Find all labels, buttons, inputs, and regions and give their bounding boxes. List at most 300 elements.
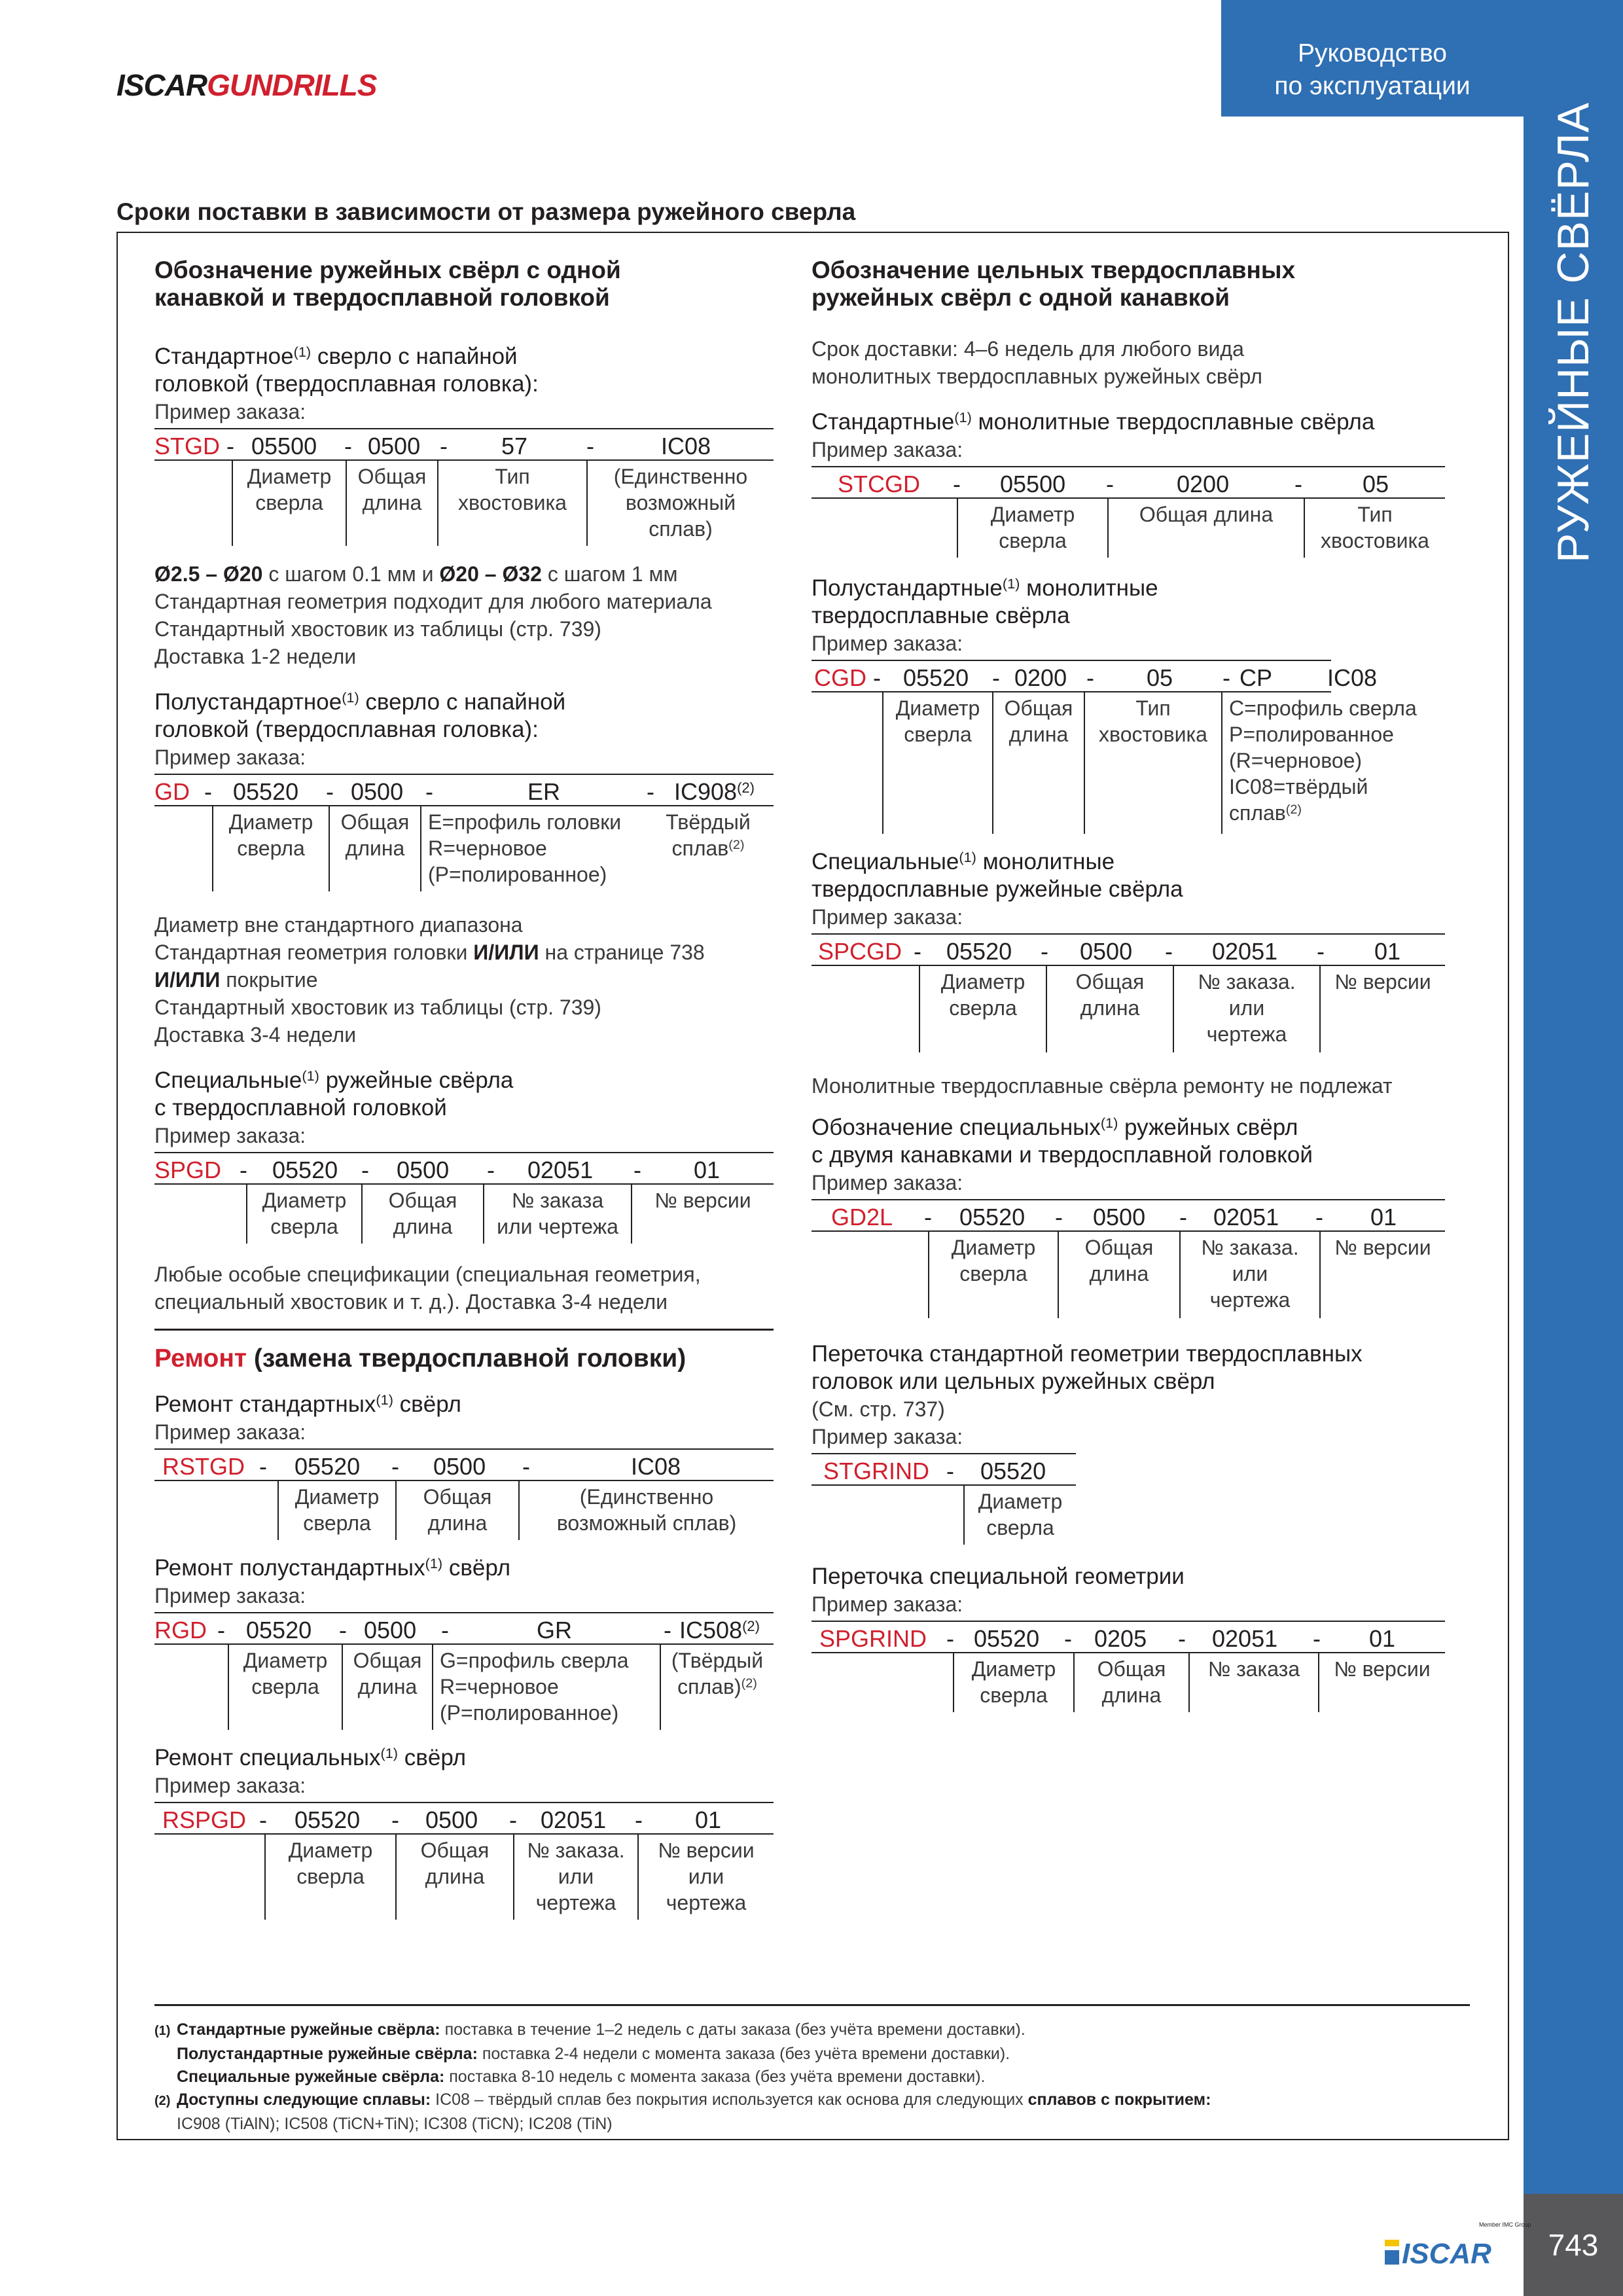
footnote-bold: Полустандартные ружейные свёрла:: [177, 2045, 478, 2063]
repair-std-title: [154, 1391, 774, 1418]
code-prefix: GD: [154, 778, 190, 805]
code-version: 01: [695, 1806, 722, 1833]
code-dash: -: [441, 1617, 449, 1643]
legend-text: Диаметр: [262, 1189, 347, 1212]
note-line: специальный хвостовик и т. д.). Доставка 3-4 недели: [154, 1290, 668, 1314]
legend-text: Общая: [1139, 503, 1208, 526]
legend-diameter: [963, 1486, 1076, 1545]
range-text: Ø2.5 – Ø20: [154, 562, 263, 586]
code-prefix: STCGD: [838, 471, 920, 497]
code-dash: -: [509, 1806, 517, 1833]
footnote-ref: (2): [737, 780, 755, 796]
legend-version: [1319, 1232, 1445, 1318]
legend-text: длина: [1089, 1262, 1149, 1285]
legend-length: [329, 806, 420, 891]
std-title-text: Стандартное: [154, 344, 294, 369]
code-prefix: RSTGD: [162, 1453, 245, 1480]
semi-order-code: [154, 774, 774, 806]
code-dash: -: [240, 1157, 247, 1183]
legend-text: сверла: [904, 723, 972, 746]
solid-semi-order-code: [812, 660, 1378, 692]
title-text: свёрл: [393, 1391, 461, 1417]
code-length: 0205: [1094, 1625, 1147, 1652]
code-alloy-text: IC508: [679, 1617, 743, 1643]
legend-text: длина: [393, 1215, 453, 1238]
page-number: 743: [1524, 2194, 1623, 2296]
code-order-no: 02051: [1212, 1625, 1278, 1652]
legend-text: P=полированное: [1229, 723, 1394, 746]
legend-shank: [1304, 499, 1445, 558]
legend-text: IC08=твёрдый: [1229, 775, 1368, 798]
legend-text: хвостовика: [458, 491, 567, 514]
title-text: свёрл: [442, 1555, 511, 1581]
code-diameter: 05520: [272, 1157, 338, 1183]
regrind-special-code-legend: [812, 1653, 1445, 1712]
legend-text: Диаметр: [971, 1657, 1056, 1681]
legend-length: [395, 1835, 513, 1920]
right-heading-line-2: ружейных свёрл с одной канавкой: [812, 284, 1230, 311]
footnote-ref: (2): [742, 1618, 760, 1634]
legend-text: Диаметр: [978, 1490, 1063, 1513]
legend-text: (R=черновое): [1229, 749, 1363, 772]
legend-order-no: [1179, 1232, 1319, 1318]
legend-length: [1073, 1653, 1188, 1712]
code-diameter: 05500: [251, 433, 317, 459]
code-dash: -: [1294, 471, 1302, 497]
legend-version: [637, 1835, 774, 1920]
regrind-std-title: [812, 1340, 1445, 1395]
code-dash: -: [391, 1453, 399, 1480]
legend-shank: [1084, 692, 1221, 834]
code-dash: -: [635, 1806, 643, 1833]
legend-profile: [420, 806, 643, 891]
footnote-bold: Специальные ружейные свёрла:: [177, 2068, 445, 2086]
legend-text: (P=полированное): [428, 863, 607, 886]
header-section-label: [1221, 0, 1524, 117]
repair-special-order-code: [154, 1802, 774, 1835]
footnote-ref: (1): [342, 689, 359, 706]
legend-text: длина: [357, 1675, 418, 1698]
legend-diameter: [264, 1835, 395, 1920]
order-example-label: Пример заказа:: [154, 745, 306, 769]
footnote-ref: (1): [302, 1067, 319, 1085]
legend-text: сверла: [270, 1215, 338, 1238]
repair-special-code-legend: [154, 1835, 774, 1920]
special-order-code: [154, 1152, 774, 1185]
footnote-ref: (1): [293, 344, 312, 361]
code-dash: -: [1106, 471, 1114, 497]
semi-title: [154, 689, 774, 744]
legend-text: № версии: [1334, 1657, 1431, 1681]
code-diameter: 05520: [959, 1204, 1026, 1230]
code-prefix: SPCGD: [818, 938, 902, 965]
legend-text: сплав: [671, 836, 729, 860]
legend-text: сверла: [999, 529, 1067, 552]
code-dash: -: [946, 1458, 954, 1484]
title-text: Обозначение специальных: [812, 1115, 1101, 1140]
legend-text: № версии: [1334, 1236, 1431, 1259]
note-text: покрытие: [220, 968, 318, 992]
semi-title-text: Полустандартное: [154, 689, 342, 715]
legend-diameter: [277, 1481, 395, 1540]
code-shank: 57: [501, 433, 528, 459]
special-notes: [154, 1261, 774, 1316]
code-profile: GR: [537, 1617, 572, 1643]
title-text: Ремонт стандартных: [154, 1391, 376, 1417]
code-version: 01: [1374, 938, 1401, 965]
legend-diameter: [246, 1185, 361, 1244]
code-dash: -: [1064, 1625, 1072, 1652]
footnote-1c: [154, 2066, 1489, 2089]
code-diameter: 05500: [1000, 471, 1066, 497]
code-length: 0500: [425, 1806, 478, 1833]
solid-special-order-code: [812, 933, 1445, 966]
legend-text: длина: [1101, 1683, 1162, 1707]
title-line-2: головок или цельных ружейных свёрл: [812, 1369, 1215, 1394]
legend-text: Общая: [1084, 1236, 1154, 1259]
regrind-std-code-legend: [812, 1486, 1445, 1545]
code-prefix: RGD: [154, 1617, 207, 1643]
title-line-2: твердосплавные ружейные свёрла: [812, 876, 1183, 902]
code-dash: -: [1179, 1204, 1187, 1230]
order-example-label: Пример заказа:: [812, 1425, 963, 1448]
std-title-line-2: головкой (твердосплавная головка):: [154, 371, 539, 397]
code-prefix: RSPGD: [162, 1806, 247, 1833]
range-text: с шагом 0.1 мм и: [262, 562, 440, 586]
code-length: 0200: [1177, 471, 1230, 497]
code-order-no: 02051: [1212, 938, 1278, 965]
note-text-bold: И/ИЛИ: [154, 968, 221, 992]
legend-text: длина: [362, 491, 422, 514]
legend-text: длина: [427, 1511, 488, 1535]
code-dash: -: [1055, 1204, 1063, 1230]
order-example-label: Пример заказа:: [812, 438, 963, 461]
legend-diameter: [232, 461, 346, 546]
legend-text: C=профиль сверла: [1229, 696, 1417, 720]
footnotes: [154, 2018, 1489, 2136]
order-example-label: Пример заказа:: [154, 1420, 306, 1444]
code-alloy: IC08: [631, 1453, 681, 1480]
code-dash: -: [1165, 938, 1173, 965]
legend-text: сверла: [237, 836, 305, 860]
code-profile: ER: [527, 778, 561, 805]
code-diameter: 05520: [903, 664, 969, 691]
legend-text: сверла: [949, 996, 1017, 1020]
legend-alloy: [660, 1645, 774, 1730]
right-heading-line-1: Обозначение цельных твердосплавных: [812, 257, 1296, 283]
footnote-ref: (1): [954, 409, 972, 426]
code-dash: -: [1178, 1625, 1186, 1652]
legend-text: хвостовика: [1321, 529, 1429, 552]
legend-text: Общая: [1097, 1657, 1166, 1681]
legend-order-no: [1188, 1653, 1318, 1712]
code-length: 0500: [1093, 1204, 1146, 1230]
footnote-text: IC08 – твёрдый сплав без покрытия используется как основа для следующих: [431, 2090, 1028, 2109]
legend-text: № заказа: [1207, 1657, 1300, 1681]
code-order-no: 02051: [541, 1806, 607, 1833]
code-version: 01: [1370, 1204, 1397, 1230]
title-line-2: твердосплавные свёрла: [812, 603, 1070, 628]
code-dash: -: [344, 433, 352, 459]
legend-text: чертежа: [1206, 1022, 1287, 1046]
std-title-text-2: сверло с напайной: [311, 344, 518, 369]
code-shank: 05: [1363, 471, 1389, 497]
note-line: Диаметр вне стандартного диапазона: [154, 913, 523, 937]
code-version: 01: [694, 1157, 721, 1183]
std-notes: [154, 560, 774, 670]
legend-text: Общая: [1004, 696, 1073, 720]
title-text: Стандартные: [812, 409, 955, 435]
legend-text: Общая: [340, 810, 410, 834]
code-dash: -: [924, 1204, 932, 1230]
repair-semi-code-legend: [154, 1645, 774, 1730]
semi-notes: [154, 911, 774, 1049]
legend-text: Тип: [1135, 696, 1171, 720]
legend-diameter: [228, 1645, 342, 1730]
code-prefix: CGD: [814, 664, 866, 691]
code-length: 0500: [1080, 938, 1133, 965]
special-title-line-2: с твердосплавной головкой: [154, 1095, 447, 1121]
order-example-label: Пример заказа:: [812, 905, 963, 929]
footnote-bold: Доступны следующие сплавы:: [177, 2090, 431, 2109]
legend-diameter: [928, 1232, 1058, 1318]
legend-text: сплав): [649, 517, 713, 541]
footnote-ref: (2): [741, 1676, 757, 1691]
footnote-ref: (2): [728, 838, 745, 853]
legend-diameter: [882, 692, 992, 834]
legend-text: длина: [425, 1865, 485, 1888]
legend-text: Диаметр: [228, 810, 313, 834]
code-dash: -: [1313, 1625, 1321, 1652]
legend-text: или: [688, 1865, 724, 1888]
legend-text: длина: [1008, 723, 1069, 746]
legend-text: чертежа: [666, 1891, 747, 1914]
logo-gundrills-text: GUNDRILLS: [207, 68, 377, 102]
legend-text: или чертежа: [497, 1215, 618, 1238]
code-dash: -: [1086, 664, 1094, 691]
legend-text: сверла: [251, 1675, 319, 1698]
footnote-bold: Стандартные ружейные свёрла:: [177, 2020, 440, 2039]
code-length: 0500: [368, 433, 421, 459]
legend-order-no: [483, 1185, 631, 1244]
code-prefix: SPGRIND: [819, 1625, 927, 1652]
note-text-bold: И/ИЛИ: [473, 941, 539, 964]
repair-semi-order-code: [154, 1612, 774, 1645]
code-dash: -: [586, 433, 594, 459]
legend-text: или: [1228, 996, 1265, 1020]
legend-text: Диаметр: [895, 696, 980, 720]
special-code-legend: [154, 1185, 774, 1244]
title-text: монолитные: [1020, 575, 1158, 601]
legend-text: R=черновое: [440, 1675, 559, 1698]
semi-code-legend: [154, 806, 774, 891]
legend-length: [1058, 1232, 1179, 1318]
legend-text: (P=полированное): [440, 1701, 619, 1725]
code-prefix: STGRIND: [823, 1458, 929, 1484]
code-diameter: 05520: [946, 938, 1012, 965]
code-diameter: 05520: [233, 778, 299, 805]
code-dash: -: [361, 1157, 369, 1183]
legend-text: № заказа: [511, 1189, 604, 1212]
footnote-text: поставка в течение 1–2 недель с даты заказа (без учёта времени доставки).: [440, 2020, 1026, 2039]
footnote-marker: (2): [154, 2094, 171, 2108]
code-dash: -: [259, 1453, 267, 1480]
legend-text: возможный: [625, 491, 736, 514]
legend-version: [1318, 1653, 1445, 1712]
semi-title-text-2: сверло с напайной: [359, 689, 566, 715]
legend-text: Общая: [357, 465, 427, 488]
code-diameter: 05520: [246, 1617, 312, 1643]
title-text: Полустандартные: [812, 575, 1003, 601]
header-line-1: Руководство: [1298, 39, 1447, 67]
legend-text: Диаметр: [247, 465, 332, 488]
code-dash: -: [522, 1453, 530, 1480]
legend-text: Общая: [1075, 970, 1145, 994]
code-alloy: IC08: [1327, 664, 1378, 691]
title-text: свёрл: [398, 1745, 467, 1770]
note-line: Любые особые спецификации (специальная геометрия,: [154, 1263, 701, 1286]
title-text: монолитные твердосплавные свёрла: [971, 409, 1375, 435]
legend-text: сплав: [1229, 801, 1286, 825]
legend-text: № заказа.: [1198, 970, 1296, 994]
footnote-1b: [154, 2043, 1489, 2066]
legend-length: [346, 461, 437, 546]
legend-order-no: [1173, 966, 1319, 1052]
footnote-marker: (1): [154, 2024, 171, 2038]
legend-text: Диаметр: [990, 503, 1075, 526]
legend-diameter: [957, 499, 1107, 558]
title-text: ружейных свёрл: [1118, 1115, 1298, 1140]
legend-text: № версии: [1334, 970, 1431, 994]
range-text: с шагом 1 мм: [541, 562, 678, 586]
legend-text: хвостовика: [1099, 723, 1207, 746]
title-line-1: Переточка стандартной геометрии твердосплавных: [812, 1341, 1363, 1367]
note-line: Стандартная геометрия подходит для любого материала: [154, 590, 712, 613]
footnote-ref: (1): [1100, 1115, 1118, 1132]
code-diameter: 05520: [974, 1625, 1040, 1652]
legend-text: Диаметр: [940, 970, 1026, 994]
legend-text: Общая: [420, 1839, 490, 1862]
solid-semi-title: [812, 575, 1445, 630]
solid-special-title: [812, 848, 1445, 903]
legend-length: [1046, 966, 1173, 1052]
note-text: на странице 738: [539, 941, 705, 964]
legend-text: Общая: [423, 1485, 492, 1509]
repair-special-title: [154, 1744, 774, 1772]
code-dash: -: [1315, 1204, 1323, 1230]
code-prefix: GD2L: [831, 1204, 893, 1230]
code-dash: -: [440, 433, 448, 459]
logo-iscar-text: ISCAR: [116, 68, 207, 102]
code-dash: -: [217, 1617, 225, 1643]
regrind-special-order-code: [812, 1621, 1445, 1653]
legend-text: Общая: [353, 1649, 422, 1672]
left-heading-line-1: Обозначение ружейных свёрл с одной: [154, 257, 621, 283]
code-length: 0500: [397, 1157, 450, 1183]
legend-text: (Твёрдый: [671, 1649, 764, 1672]
footnote-ref: (1): [1002, 575, 1020, 592]
legend-alloy: [586, 461, 774, 546]
code-dash: -: [633, 1157, 641, 1183]
order-example-label: Пример заказа:: [154, 1124, 306, 1147]
repair-heading-rest: (замена твердосплавной головки): [247, 1344, 687, 1372]
legend-length: [361, 1185, 483, 1244]
footnote-bold: сплавов с покрытием:: [1027, 2090, 1211, 2109]
code-dash: -: [339, 1617, 347, 1643]
footnote-ref: (1): [376, 1391, 393, 1408]
footnote-ref: (1): [380, 1745, 399, 1762]
repair-heading-red: Ремонт: [154, 1344, 247, 1372]
order-example-label: Пример заказа:: [812, 1592, 963, 1616]
special-title: [154, 1067, 774, 1122]
repair-std-order-code: [154, 1448, 774, 1481]
two-flute-title: [812, 1114, 1445, 1169]
code-shank: 05: [1147, 664, 1173, 691]
code-dash: -: [259, 1806, 267, 1833]
solid-special-code-legend: [812, 966, 1445, 1052]
note-line: Стандартный хвостовик из таблицы (стр. 739): [154, 617, 601, 641]
code-dash: -: [391, 1806, 399, 1833]
std-title: [154, 343, 774, 398]
code-profile: CP: [1240, 664, 1273, 691]
legend-text: сплав): [677, 1675, 741, 1698]
legend-text: Тип: [1357, 503, 1393, 526]
code-alloy: [679, 1617, 760, 1643]
legend-diameter: [953, 1653, 1073, 1712]
order-example-label: Пример заказа:: [154, 1584, 306, 1607]
footer-logo-text: ISCAR: [1402, 2238, 1491, 2270]
legend-text: сверла: [296, 1865, 365, 1888]
legend-text: № версии: [654, 1189, 751, 1212]
legend-text: № заказа.: [527, 1839, 625, 1862]
code-version: 01: [1369, 1625, 1396, 1652]
title-line-2: с двумя канавками и твердосплавной головкой: [812, 1142, 1313, 1168]
order-example-label: Пример заказа:: [812, 1171, 963, 1194]
note-line: Доставка 1-2 недели: [154, 645, 357, 668]
legend-text: возможный сплав): [556, 1511, 737, 1535]
legend-profile: [432, 1645, 660, 1730]
right-heading: [812, 257, 1445, 312]
code-order-no: 02051: [1213, 1204, 1279, 1230]
iscar-gundrills-logo: [116, 68, 376, 102]
code-diameter: 05520: [294, 1453, 361, 1480]
code-dash: -: [647, 778, 654, 805]
legend-text: длина: [345, 836, 405, 860]
footnote-2-line2: IC908 (TiAlN); IC508 (TiCN+TiN); IC308 (TiCN); IC208 (TiN): [177, 2115, 613, 2133]
legend-text: № заказа.: [1201, 1236, 1299, 1259]
solid-semi-code-legend: [812, 692, 1445, 834]
legend-shank: [437, 461, 586, 546]
title-text: Ремонт специальных: [154, 1745, 381, 1770]
legend-version: [1319, 966, 1445, 1052]
code-dash: -: [226, 433, 234, 459]
footnote-ref: (1): [425, 1555, 443, 1572]
order-example-label: Пример заказа:: [154, 1774, 306, 1797]
legend-diameter: [212, 806, 329, 891]
note-line: Стандартный хвостовик из таблицы (стр. 739): [154, 996, 601, 1019]
std-code-legend: [154, 461, 774, 546]
code-dash: -: [204, 778, 212, 805]
note-line: монолитных твердосплавных ружейных свёрл: [812, 365, 1262, 388]
regrind-std-order-code: [812, 1453, 1076, 1486]
footnote-2: [154, 2089, 1489, 2113]
title-text: Специальные: [812, 849, 959, 874]
legend-text: R=черновое: [428, 836, 547, 860]
code-diameter: 05520: [294, 1806, 361, 1833]
title-text: Ремонт полустандартных: [154, 1555, 425, 1581]
solid-std-title: [812, 408, 1445, 436]
legend-text: G=профиль сверла: [440, 1649, 629, 1672]
